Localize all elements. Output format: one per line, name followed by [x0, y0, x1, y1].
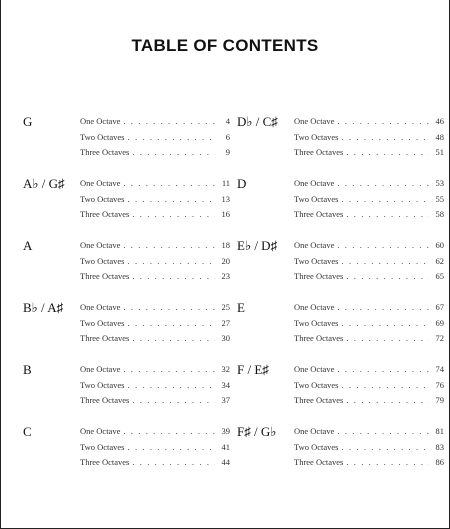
toc-entry[interactable] — [80, 256, 230, 272]
dot-leader — [128, 442, 216, 452]
page-number: 74 — [435, 364, 444, 374]
entry-list — [294, 178, 444, 225]
toc-section — [23, 114, 230, 176]
toc-entry[interactable] — [294, 256, 444, 272]
page-number: 9 — [225, 147, 230, 157]
page-number: 53 — [435, 178, 444, 188]
toc-entry[interactable] — [80, 302, 230, 318]
dot-leader — [123, 364, 215, 374]
dot-leader — [346, 147, 429, 157]
entry-list — [80, 364, 230, 411]
entry-list — [80, 426, 230, 473]
toc-entry[interactable] — [294, 442, 444, 458]
toc-entry[interactable] — [294, 271, 444, 287]
entry-list — [80, 178, 230, 225]
key-heading: E — [237, 300, 245, 315]
page-number: 48 — [435, 131, 444, 142]
entry-label: Three Octaves — [294, 395, 344, 405]
page-number: 39 — [221, 426, 230, 436]
page-number: 83 — [435, 441, 444, 452]
toc-section — [237, 300, 444, 362]
entry-label: One Octave — [80, 178, 121, 188]
toc-entry[interactable] — [294, 132, 444, 148]
dot-leader — [128, 194, 216, 204]
entry-list — [294, 302, 444, 349]
page-number: 60 — [435, 240, 444, 250]
toc-section — [23, 362, 230, 424]
entry-list — [294, 426, 444, 473]
page-number: 18 — [221, 240, 230, 250]
page-number: 55 — [435, 193, 444, 204]
toc-section — [23, 238, 230, 300]
dot-leader — [342, 194, 430, 204]
page-number: 11 — [221, 178, 230, 188]
key-heading: G — [23, 114, 33, 129]
dot-leader — [123, 426, 215, 436]
entry-label: Three Octaves — [80, 395, 130, 405]
dot-leader — [128, 380, 216, 390]
page-title: TABLE OF CONTENTS — [131, 36, 319, 55]
dot-leader — [132, 147, 215, 157]
entry-label: Three Octaves — [80, 457, 130, 467]
toc-section — [237, 176, 444, 238]
toc-section — [237, 362, 444, 424]
entry-label: Two Octaves — [294, 131, 339, 142]
key-heading: F / E♯ — [237, 362, 269, 377]
page-number: 72 — [435, 333, 444, 343]
toc-entry[interactable] — [294, 457, 444, 473]
toc-entry[interactable] — [80, 194, 230, 210]
page-number: 37 — [221, 395, 230, 405]
dot-leader — [342, 132, 430, 142]
toc-entry[interactable] — [80, 147, 230, 163]
dot-leader — [132, 271, 215, 281]
toc-entry[interactable] — [80, 271, 230, 287]
page-number: 20 — [221, 255, 230, 266]
dot-leader — [337, 240, 429, 250]
dot-leader — [128, 318, 216, 328]
toc-entry[interactable] — [294, 116, 444, 132]
toc-entry[interactable] — [294, 194, 444, 210]
entry-label: One Octave — [294, 302, 335, 312]
entry-list — [294, 240, 444, 287]
page-number: 27 — [221, 317, 230, 328]
entry-label: Three Octaves — [294, 147, 344, 157]
toc-entry[interactable] — [80, 116, 230, 132]
entry-list — [294, 116, 444, 163]
entry-label: Two Octaves — [294, 255, 339, 266]
entry-label: One Octave — [80, 116, 121, 126]
entry-label: One Octave — [294, 178, 335, 188]
dot-leader — [123, 302, 215, 312]
page-number: 67 — [435, 302, 444, 312]
dot-leader — [346, 209, 429, 219]
page-number: 23 — [221, 271, 230, 281]
entry-label: Three Octaves — [80, 147, 130, 157]
toc-entry[interactable] — [80, 457, 230, 473]
toc-entry[interactable] — [294, 395, 444, 411]
page-number: 32 — [221, 364, 230, 374]
toc-column-left — [23, 114, 230, 486]
dot-leader — [132, 457, 215, 467]
page-number: 6 — [225, 131, 230, 142]
page-number: 4 — [225, 116, 230, 126]
entry-label: One Octave — [80, 426, 121, 436]
toc-section — [23, 424, 230, 486]
entry-label: Two Octaves — [294, 379, 339, 390]
entry-label: Two Octaves — [80, 317, 125, 328]
entry-label: Three Octaves — [294, 209, 344, 219]
toc-entry[interactable] — [80, 333, 230, 349]
page-number: 13 — [221, 193, 230, 204]
dot-leader — [342, 380, 430, 390]
toc-entry[interactable] — [80, 178, 230, 194]
toc-entry[interactable] — [80, 240, 230, 256]
dot-leader — [123, 116, 215, 126]
page-number: 30 — [221, 333, 230, 343]
dot-leader — [337, 178, 429, 188]
key-heading: B — [23, 362, 32, 377]
page-number: 25 — [221, 302, 230, 312]
dot-leader — [346, 395, 429, 405]
entry-label: Two Octaves — [294, 193, 339, 204]
entry-label: Two Octaves — [294, 317, 339, 328]
dot-leader — [132, 333, 215, 343]
page-number: 76 — [435, 379, 444, 390]
dot-leader — [346, 457, 429, 467]
dot-leader — [346, 333, 429, 343]
entry-label: Two Octaves — [80, 131, 125, 142]
key-heading: B♭ / A♯ — [23, 300, 64, 315]
page-number: 86 — [435, 457, 444, 467]
dot-leader — [128, 256, 216, 266]
toc-entry[interactable] — [294, 147, 444, 163]
entry-label: Three Octaves — [294, 457, 344, 467]
dot-leader — [132, 209, 215, 219]
toc-section — [237, 114, 444, 176]
toc-section — [23, 176, 230, 238]
page-number: 69 — [435, 317, 444, 328]
key-heading: A♭ / G♯ — [23, 176, 65, 191]
dot-leader — [337, 364, 429, 374]
entry-label: Two Octaves — [80, 255, 125, 266]
page-number: 58 — [435, 209, 444, 219]
toc-entry[interactable] — [80, 442, 230, 458]
toc-entry[interactable] — [294, 318, 444, 334]
page-number: 51 — [435, 147, 444, 157]
dot-leader — [123, 240, 215, 250]
page-number: 62 — [435, 255, 444, 266]
entry-label: Two Octaves — [80, 441, 125, 452]
dot-leader — [346, 271, 429, 281]
toc-entry[interactable] — [80, 209, 230, 225]
key-heading: E♭ / D♯ — [237, 238, 278, 253]
entry-label: Two Octaves — [80, 193, 125, 204]
toc-entry[interactable] — [294, 302, 444, 318]
entry-label: One Octave — [294, 426, 335, 436]
key-heading: A — [23, 238, 33, 253]
toc-entry[interactable] — [294, 333, 444, 349]
dot-leader — [123, 178, 215, 188]
entry-label: Two Octaves — [80, 379, 125, 390]
toc-entry[interactable] — [294, 178, 444, 194]
toc-column-right — [237, 114, 444, 486]
page-number: 79 — [435, 395, 444, 405]
entry-list — [80, 116, 230, 163]
dot-leader — [337, 426, 429, 436]
dot-leader — [342, 442, 430, 452]
toc-entry[interactable] — [80, 318, 230, 334]
page-number: 41 — [221, 441, 230, 452]
key-heading: C — [23, 424, 32, 439]
entry-label: Two Octaves — [294, 441, 339, 452]
key-heading: D♭ / C♯ — [237, 114, 278, 129]
key-heading: F♯ / G♭ — [237, 424, 277, 439]
entry-label: One Octave — [294, 116, 335, 126]
dot-leader — [132, 395, 215, 405]
entry-label: Three Octaves — [294, 333, 344, 343]
entry-list — [294, 364, 444, 411]
entry-list — [80, 302, 230, 349]
entry-list — [80, 240, 230, 287]
entry-label: One Octave — [80, 240, 121, 250]
page-number: 16 — [221, 209, 230, 219]
dot-leader — [128, 132, 216, 142]
toc-section — [237, 424, 444, 486]
dot-leader — [337, 116, 429, 126]
toc-entry[interactable] — [294, 240, 444, 256]
toc-entry[interactable] — [80, 426, 230, 442]
key-heading: D — [237, 176, 247, 191]
entry-label: Three Octaves — [80, 333, 130, 343]
page-number: 44 — [221, 457, 230, 467]
toc-entry[interactable] — [294, 426, 444, 442]
page-number: 34 — [221, 379, 230, 390]
entry-label: One Octave — [80, 364, 121, 374]
toc-entry[interactable] — [80, 132, 230, 148]
page-number: 46 — [435, 116, 444, 126]
toc-section — [237, 238, 444, 300]
dot-leader — [337, 302, 429, 312]
page-number: 65 — [435, 271, 444, 281]
entry-label: Three Octaves — [80, 271, 130, 281]
page-number: 81 — [435, 426, 444, 436]
toc-entry[interactable] — [294, 380, 444, 396]
toc-entry[interactable] — [294, 364, 444, 380]
toc-entry[interactable] — [80, 380, 230, 396]
dot-leader — [342, 256, 430, 266]
toc-entry[interactable] — [80, 364, 230, 380]
toc-section — [23, 300, 230, 362]
entry-label: Three Octaves — [294, 271, 344, 281]
entry-label: One Octave — [80, 302, 121, 312]
toc-entry[interactable] — [294, 209, 444, 225]
entry-label: Three Octaves — [80, 209, 130, 219]
entry-label: One Octave — [294, 364, 335, 374]
toc-entry[interactable] — [80, 395, 230, 411]
entry-label: One Octave — [294, 240, 335, 250]
dot-leader — [342, 318, 430, 328]
